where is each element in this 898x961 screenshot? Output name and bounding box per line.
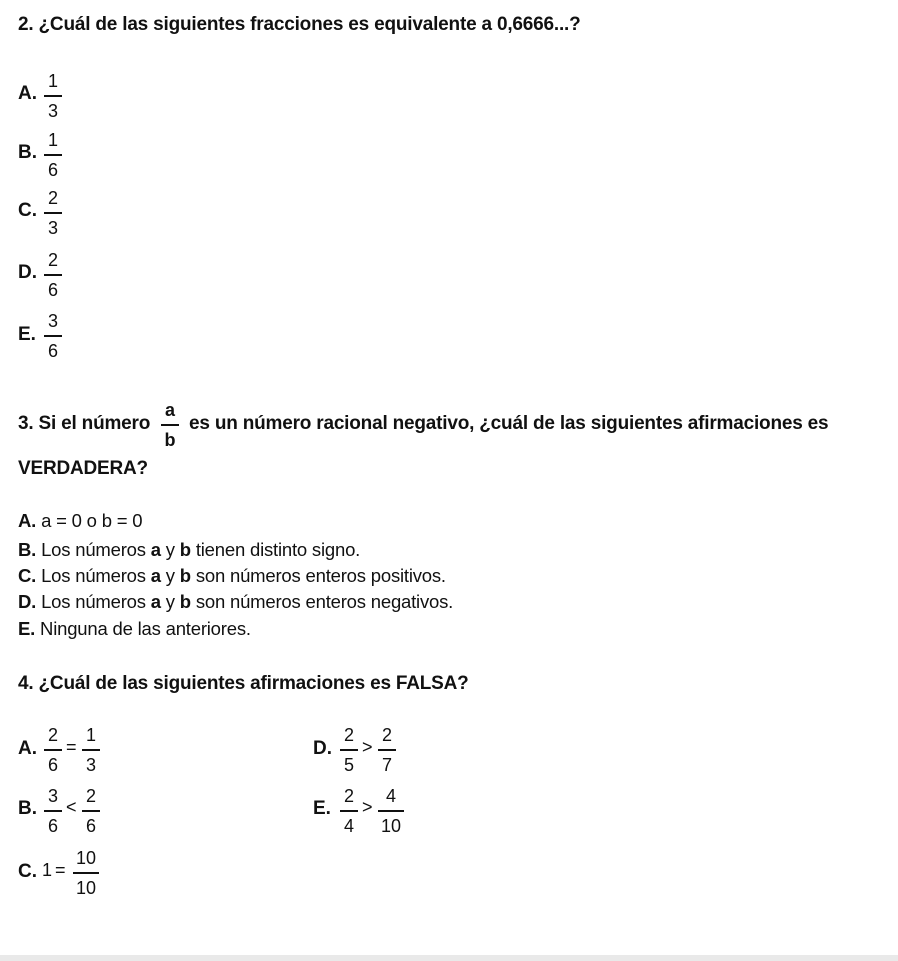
- denominator: 6: [85, 815, 96, 836]
- option-letter: E.: [18, 618, 36, 639]
- fraction-bar: [161, 424, 179, 426]
- option-text: son números enteros positivos.: [190, 565, 446, 586]
- fraction: [71, 848, 101, 898]
- option-letter: B.: [18, 798, 37, 819]
- fraction-bar: [44, 95, 62, 97]
- option-text: Ninguna de las anteriores.: [40, 618, 251, 639]
- numerator: a: [164, 400, 175, 420]
- lhs-value: 1: [42, 860, 53, 880]
- question-3-option-d: [18, 591, 453, 613]
- question-3-option-a: [18, 510, 142, 532]
- denominator: b: [164, 429, 176, 450]
- variable-b: b: [179, 591, 191, 612]
- operator: <: [66, 797, 77, 817]
- option-text: y: [160, 591, 180, 612]
- denominator: 3: [47, 100, 58, 121]
- option-letter: C.: [18, 200, 37, 221]
- option-letter: B.: [18, 142, 37, 163]
- operator: =: [55, 860, 66, 880]
- option-letter: B.: [18, 539, 37, 560]
- fraction: [42, 71, 64, 121]
- fraction: [42, 725, 64, 775]
- variable-a: a: [150, 591, 161, 612]
- fraction-bar: [378, 749, 396, 751]
- option-text: Los números: [41, 565, 151, 586]
- option-letter: D.: [18, 262, 37, 283]
- option-text: Los números: [41, 591, 151, 612]
- variable-a: a: [150, 565, 161, 586]
- option-letter: A.: [18, 83, 37, 104]
- denominator: 10: [75, 877, 97, 898]
- question-2-title: 2. ¿Cuál de las siguientes fracciones es equivalente a 0,6666...?: [18, 14, 581, 35]
- variable-b: b: [179, 539, 191, 560]
- operator: =: [66, 737, 77, 757]
- fraction: [42, 130, 64, 180]
- numerator: 3: [47, 311, 58, 331]
- option-letter: C.: [18, 861, 37, 882]
- numerator: 2: [343, 725, 354, 745]
- option-letter: E.: [18, 324, 36, 345]
- numerator: 2: [343, 786, 354, 806]
- operator: >: [362, 797, 373, 817]
- option-text: tienen distinto signo.: [190, 539, 361, 560]
- fraction: [42, 188, 64, 238]
- option-letter: D.: [313, 738, 332, 759]
- fraction: [159, 400, 181, 450]
- question-4-title: 4. ¿Cuál de las siguientes afirmaciones es FALSA?: [18, 673, 469, 694]
- fraction-bar: [44, 212, 62, 214]
- denominator: 6: [47, 159, 58, 180]
- denominator: 3: [47, 217, 58, 238]
- question-3-option-c: [18, 565, 446, 587]
- fraction: [338, 786, 360, 836]
- fraction: [376, 786, 406, 836]
- denominator: 6: [47, 279, 58, 300]
- numerator: 2: [47, 725, 58, 745]
- fraction-bar: [82, 810, 100, 812]
- numerator: 2: [47, 188, 58, 208]
- numerator: 1: [85, 725, 96, 745]
- numerator: 2: [381, 725, 392, 745]
- denominator: 10: [380, 815, 402, 836]
- fraction: [376, 725, 398, 775]
- fraction-bar: [82, 749, 100, 751]
- option-text: y: [160, 539, 180, 560]
- fraction-bar: [44, 154, 62, 156]
- fraction: [80, 786, 102, 836]
- denominator: 7: [381, 754, 392, 775]
- fraction-bar: [340, 810, 358, 812]
- fraction-bar: [378, 810, 404, 812]
- denominator: 6: [47, 340, 58, 361]
- numerator: 1: [47, 71, 58, 91]
- question-3-option-e: [18, 618, 251, 640]
- fraction-bar: [73, 872, 99, 874]
- numerator: 4: [385, 786, 396, 806]
- fraction-bar: [44, 274, 62, 276]
- fraction-bar: [44, 749, 62, 751]
- numerator: 2: [85, 786, 96, 806]
- fraction: [80, 725, 102, 775]
- fraction: [42, 311, 64, 361]
- page-bottom-edge: [0, 955, 898, 961]
- denominator: 5: [343, 754, 354, 775]
- numerator: 1: [47, 130, 58, 150]
- option-letter: A.: [18, 510, 37, 531]
- option-letter: A.: [18, 738, 37, 759]
- option-text: y: [160, 565, 180, 586]
- operator: >: [362, 737, 373, 757]
- numerator: 3: [47, 786, 58, 806]
- option-text: Los números: [41, 539, 151, 560]
- question-3-option-b: [18, 539, 360, 561]
- question-3-line2: VERDADERA?: [18, 458, 148, 479]
- option-text: son números enteros negativos.: [190, 591, 454, 612]
- denominator: 6: [47, 815, 58, 836]
- fraction: [338, 725, 360, 775]
- question-3-suffix: es un número racional negativo, ¿cuál de las siguientes afirmaciones es: [189, 413, 829, 434]
- fraction-bar: [44, 335, 62, 337]
- option-letter: E.: [313, 798, 331, 819]
- variable-b: b: [179, 565, 191, 586]
- option-letter: C.: [18, 565, 37, 586]
- denominator: 4: [343, 815, 354, 836]
- variable-a: a: [150, 539, 161, 560]
- question-3-prefix: 3. Si el número: [18, 413, 151, 434]
- fraction: [42, 786, 64, 836]
- numerator: 2: [47, 250, 58, 270]
- option-text: a = 0 o b = 0: [41, 510, 143, 531]
- denominator: 3: [85, 754, 96, 775]
- numerator: 10: [75, 848, 97, 868]
- fraction-bar: [44, 810, 62, 812]
- denominator: 6: [47, 754, 58, 775]
- fraction: [42, 250, 64, 300]
- fraction-bar: [340, 749, 358, 751]
- option-letter: D.: [18, 591, 37, 612]
